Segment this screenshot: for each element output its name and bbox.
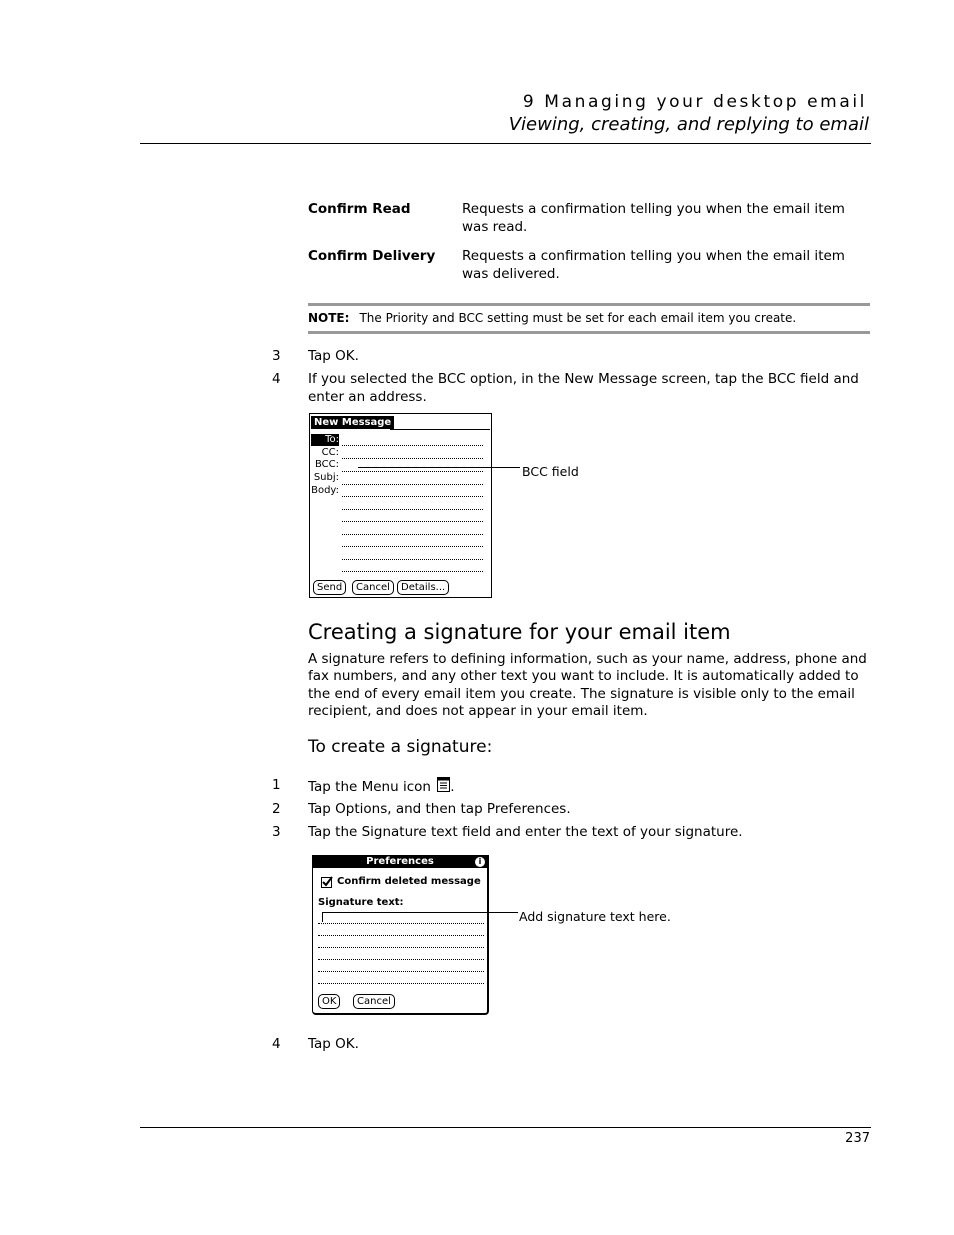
step-number: 4 xyxy=(272,371,281,387)
note-top-rule xyxy=(308,303,870,306)
step-item xyxy=(308,777,870,798)
body-field[interactable] xyxy=(342,496,483,497)
cc-field[interactable] xyxy=(342,458,483,459)
procedure-heading: To create a signature: xyxy=(308,737,493,757)
step-number: 3 xyxy=(272,824,281,840)
step-text: Tap Options, and then tap Preferences. xyxy=(308,801,571,817)
step-suffix: . xyxy=(450,779,455,795)
body-line xyxy=(342,559,483,560)
bcc-field[interactable] xyxy=(342,471,483,472)
body-line xyxy=(342,509,483,510)
signature-callout-tick xyxy=(322,912,323,922)
note-label: NOTE: xyxy=(308,311,350,325)
header-rule xyxy=(140,143,871,144)
new-message-title: New Message xyxy=(311,416,394,429)
confirm-deleted-label: Confirm deleted message xyxy=(337,876,481,887)
signature-line xyxy=(318,959,484,960)
step-number: 4 xyxy=(272,1036,281,1052)
body-line xyxy=(342,571,483,572)
ok-button[interactable]: OK xyxy=(318,994,340,1009)
subj-field[interactable] xyxy=(342,484,483,485)
body-line xyxy=(342,534,483,535)
step-text: If you selected the BCC option, in the New Message screen, tap the BCC field and enter an address. xyxy=(308,371,859,405)
step-text: Tap OK. xyxy=(308,348,359,364)
step-number: 2 xyxy=(272,801,281,817)
signature-line xyxy=(318,935,484,936)
signature-line xyxy=(318,971,484,972)
title-rule xyxy=(390,429,490,430)
field-label-body[interactable]: Body: xyxy=(311,485,339,496)
signature-line xyxy=(318,983,484,984)
preferences-title: Preferences xyxy=(313,856,487,868)
desc-confirm-read: Requests a confirmation telling you when the email item was read. xyxy=(462,201,845,235)
preferences-screenshot xyxy=(312,855,489,1015)
section-paragraph: A signature refers to defining information, such as your name, address, phone and fax numbers, and any other text you want to include. It is automatically added to the end of every email item you create. The signature is visible only to the email recipient, and does not appear in your email item. xyxy=(308,651,867,719)
chapter-title: 9 Managing your desktop email xyxy=(522,92,867,112)
cancel-button[interactable]: Cancel xyxy=(352,580,394,595)
section-title: Viewing, creating, and replying to email xyxy=(508,114,869,135)
details-button[interactable]: Details... xyxy=(397,580,449,595)
field-label-subj[interactable]: Subj: xyxy=(313,472,339,483)
bcc-callout: BCC field xyxy=(522,464,579,479)
body-line xyxy=(342,521,483,522)
note-bottom-rule xyxy=(308,331,870,334)
to-field[interactable] xyxy=(342,445,483,446)
menu-icon xyxy=(437,777,450,798)
term-confirm-read: Confirm Read xyxy=(308,201,411,217)
section-heading: Creating a signature for your email item xyxy=(308,620,731,644)
field-label-cc[interactable]: CC: xyxy=(321,447,339,458)
send-button[interactable]: Send xyxy=(313,580,346,595)
info-icon[interactable]: i xyxy=(475,857,485,867)
step-text: Tap the Signature text field and enter the text of your signature. xyxy=(308,824,743,840)
cancel-button[interactable]: Cancel xyxy=(353,994,395,1009)
field-label-bcc[interactable]: BCC: xyxy=(314,459,339,470)
footer-rule xyxy=(140,1127,871,1128)
note-text: The Priority and BCC setting must be set for each email item you create. xyxy=(359,311,797,325)
step-number: 1 xyxy=(272,777,281,793)
signature-field[interactable] xyxy=(318,923,484,924)
note xyxy=(308,311,796,325)
signature-line xyxy=(318,947,484,948)
term-confirm-delivery: Confirm Delivery xyxy=(308,248,436,264)
step-number: 3 xyxy=(272,348,281,364)
field-label-to[interactable]: To: xyxy=(325,434,339,445)
confirm-deleted-checkbox[interactable] xyxy=(321,877,332,888)
page-number: 237 xyxy=(845,1131,870,1146)
signature-label: Signature text: xyxy=(318,897,404,908)
new-message-screenshot xyxy=(309,413,492,598)
checkmark-icon xyxy=(322,876,333,887)
step-text: Tap OK. xyxy=(308,1036,359,1052)
step-text: Tap the Menu icon xyxy=(308,779,431,795)
body-line xyxy=(342,546,483,547)
signature-callout-line xyxy=(322,912,518,913)
desc-confirm-delivery: Requests a confirmation telling you when the email item was delivered. xyxy=(462,248,845,282)
bcc-callout-line xyxy=(358,467,520,468)
signature-callout: Add signature text here. xyxy=(519,909,671,924)
